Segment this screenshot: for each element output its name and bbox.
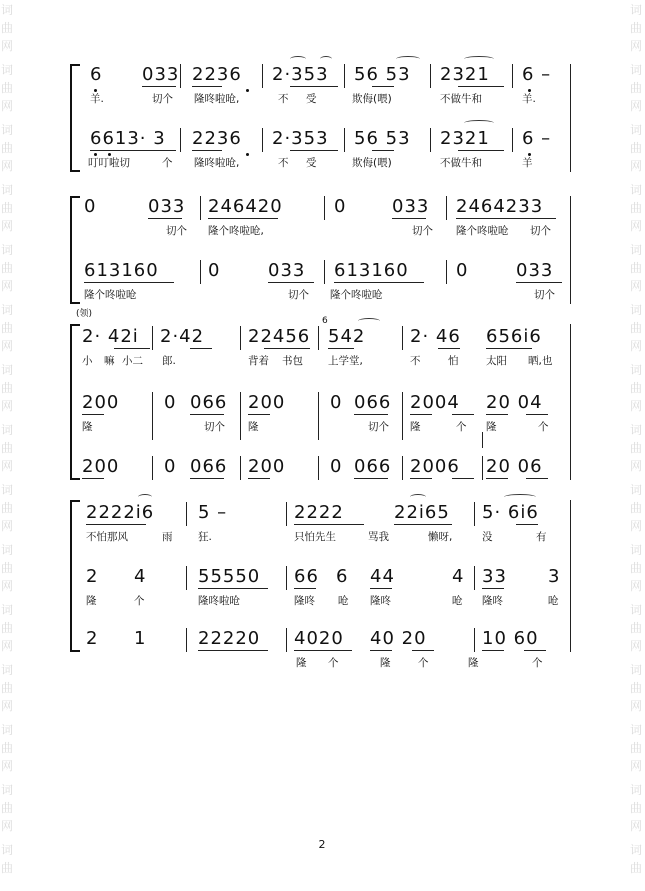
lyric: 隆	[82, 421, 93, 433]
watermark-char: 词	[630, 783, 643, 797]
lyric: 受	[306, 157, 317, 169]
watermark-char: 网	[630, 159, 643, 173]
watermark-char: 词	[1, 123, 14, 137]
watermark-char: 曲	[1, 561, 14, 575]
watermark-char: 词	[1, 243, 14, 257]
watermark-char: 曲	[1, 861, 14, 875]
watermark-char: 曲	[630, 201, 643, 215]
measure: 2236	[192, 64, 242, 85]
measure: 2321	[440, 64, 490, 85]
measure: 10 60	[482, 628, 539, 649]
watermark-char: 词	[630, 183, 643, 197]
measure: 542	[328, 326, 366, 347]
watermark-char: 网	[1, 279, 14, 293]
barline	[186, 502, 187, 526]
watermark-char: 词	[630, 63, 643, 77]
measure: 2· 46	[410, 326, 461, 347]
measure: 3	[548, 566, 561, 587]
measure: 656i6	[486, 326, 542, 347]
watermark-char: 网	[1, 639, 14, 653]
lyric: 不做牛和	[440, 157, 482, 169]
measure: 22i65	[394, 502, 450, 523]
lyric: 隆	[296, 657, 307, 669]
watermark-char: 曲	[630, 321, 643, 335]
watermark-char: 曲	[630, 741, 643, 755]
watermark-char: 曲	[630, 81, 643, 95]
measure: 40 20	[370, 628, 427, 649]
watermark-char: 网	[1, 99, 14, 113]
watermark-char: 词	[1, 183, 14, 197]
lyric: 隆咚	[482, 595, 503, 607]
measure: 033	[268, 260, 306, 281]
underline	[198, 588, 268, 589]
watermark-char: 词	[630, 543, 643, 557]
watermark-char: 网	[630, 699, 643, 713]
lyric: 个	[532, 657, 543, 669]
lyric: 呛	[548, 595, 559, 607]
watermark-char: 曲	[1, 321, 14, 335]
lyric: 隆个咚啦呛	[456, 225, 509, 237]
watermark-char: 曲	[630, 801, 643, 815]
barline	[286, 566, 287, 590]
lyric: 切个	[288, 289, 309, 301]
slur	[410, 494, 426, 500]
lyric: 隆	[486, 421, 497, 433]
watermark-char: 曲	[1, 681, 14, 695]
lyric: 隆咚	[370, 595, 391, 607]
watermark-char: 网	[1, 339, 14, 353]
watermark-char: 网	[630, 639, 643, 653]
lyric: 隆咚啦呛	[198, 595, 240, 607]
lyric: 呛	[338, 595, 349, 607]
watermark-char: 词	[630, 363, 643, 377]
lyric: 隆	[468, 657, 479, 669]
lyric: 隆个咚啦呛	[330, 289, 383, 301]
measure: 20 06	[486, 456, 543, 477]
measure: 56 53	[354, 64, 411, 85]
watermark-char: 曲	[630, 861, 643, 875]
watermark-char: 词	[630, 3, 643, 17]
lyric: 隆咚啦呛,	[194, 93, 240, 105]
watermark-char: 词	[630, 843, 643, 857]
measure: 200	[248, 392, 286, 413]
watermark-char: 词	[630, 663, 643, 677]
lyric: 上学堂,	[328, 355, 363, 367]
watermark-char: 网	[630, 399, 643, 413]
underline	[524, 650, 546, 651]
watermark-char: 曲	[1, 501, 14, 515]
watermark-char: 网	[630, 99, 643, 113]
watermark-char: 曲	[630, 681, 643, 695]
measure: 6	[336, 566, 349, 587]
watermark-char: 网	[1, 39, 14, 53]
watermark-char: 曲	[1, 441, 14, 455]
barline	[474, 628, 475, 652]
lyric: 叮叮啦切	[88, 157, 130, 169]
underline	[198, 650, 268, 651]
measure: 0	[456, 260, 469, 281]
measure: 0	[84, 196, 97, 217]
measure: 033	[516, 260, 554, 281]
measure: 6 –	[522, 64, 552, 85]
watermark-char: 曲	[1, 381, 14, 395]
lyric: 切个	[152, 93, 173, 105]
measure: 0	[330, 456, 343, 477]
watermark-char: 词	[1, 603, 14, 617]
watermark-char: 网	[1, 219, 14, 233]
grace-note: 6	[322, 316, 328, 326]
watermark-char: 词	[630, 123, 643, 137]
lyric: 不	[278, 93, 289, 105]
measure: 5· 6i6	[482, 502, 539, 523]
lyric: 不怕那风	[86, 531, 128, 543]
measure: 0	[334, 196, 347, 217]
lyric: 欺侮(喂)	[352, 157, 392, 169]
lyric: 切个	[166, 225, 187, 237]
watermark-char: 曲	[1, 141, 14, 155]
lyric: 切个	[534, 289, 555, 301]
barline	[286, 502, 287, 526]
underline	[394, 524, 452, 525]
watermark-char: 曲	[1, 741, 14, 755]
lyric: 受	[306, 93, 317, 105]
watermark-char: 网	[1, 699, 14, 713]
lyric: 懒呀,	[428, 531, 453, 543]
measure: 0	[330, 392, 343, 413]
watermark-char: 曲	[1, 621, 14, 635]
lyric: 背着	[248, 355, 269, 367]
underline	[482, 588, 504, 589]
underline	[412, 650, 434, 651]
underline	[294, 588, 316, 589]
measure: 2004	[410, 392, 460, 413]
lyric: 骂我	[368, 531, 389, 543]
lyric: 书包	[282, 355, 303, 367]
measure: 2464233	[456, 196, 544, 217]
measure: 2	[86, 628, 99, 649]
measure: 22220	[198, 628, 261, 649]
lyric: 切个	[412, 225, 433, 237]
watermark-char: 网	[1, 459, 14, 473]
lyric: 呛	[452, 595, 463, 607]
lyric: 羊	[522, 157, 533, 169]
watermark-char: 曲	[1, 801, 14, 815]
measure: 246420	[208, 196, 283, 217]
lyric: 没	[482, 531, 493, 543]
measure: 44	[370, 566, 395, 587]
watermark-char: 曲	[630, 21, 643, 35]
watermark-char: 词	[630, 303, 643, 317]
lyric: 切个	[204, 421, 225, 433]
lyric: 羊.	[522, 93, 536, 105]
watermark-char: 网	[1, 519, 14, 533]
lyric: 切个	[530, 225, 551, 237]
watermark-char: 词	[1, 783, 14, 797]
lyric: 晒,也	[528, 355, 553, 367]
lyric: 切个	[368, 421, 389, 433]
watermark-char: 词	[1, 363, 14, 377]
measure: 2·42	[160, 326, 205, 347]
watermark-char: 曲	[630, 501, 643, 515]
watermark-char: 网	[630, 339, 643, 353]
watermark-char: 词	[1, 3, 14, 17]
lyric: 郎.	[162, 355, 176, 367]
lyric: 个	[134, 595, 145, 607]
measure: 55550	[198, 566, 261, 587]
underline	[294, 524, 364, 525]
measure: 2006	[410, 456, 460, 477]
watermark-char: 曲	[630, 561, 643, 575]
watermark-char: 网	[630, 219, 643, 233]
measure: 0	[164, 392, 177, 413]
measure: 066	[190, 392, 228, 413]
lyric: 隆	[410, 421, 421, 433]
underline	[86, 524, 146, 525]
watermark-char: 词	[630, 483, 643, 497]
lyric: 隆咚	[294, 595, 315, 607]
underline	[370, 588, 392, 589]
measure: 066	[190, 456, 228, 477]
measure: 200	[82, 456, 120, 477]
measure: 0	[164, 456, 177, 477]
watermark-char: 曲	[1, 261, 14, 275]
measure: 033	[392, 196, 430, 217]
watermark-char: 网	[630, 579, 643, 593]
lyric: 不	[410, 355, 421, 367]
underline	[370, 650, 392, 651]
measure: 33	[482, 566, 507, 587]
lyric: 怕	[448, 355, 459, 367]
measure: 2321	[440, 128, 490, 149]
measure: 22456	[248, 326, 311, 347]
measure: 2222i6	[86, 502, 155, 523]
measure: 2·353	[272, 64, 329, 85]
lyric: 只怕先生	[294, 531, 336, 543]
measure: 033	[148, 196, 186, 217]
measure: 613160	[84, 260, 159, 281]
watermark-char: 曲	[1, 21, 14, 35]
measure: 20 04	[486, 392, 543, 413]
measure: 56 53	[354, 128, 411, 149]
watermark-char: 曲	[630, 381, 643, 395]
lyric: 个	[328, 657, 339, 669]
measure: 1	[134, 628, 147, 649]
barline	[286, 628, 287, 652]
watermark-char: 曲	[1, 81, 14, 95]
barline	[474, 502, 475, 526]
page-number: 2	[318, 838, 326, 851]
lyric: 个	[418, 657, 429, 669]
underline	[516, 524, 538, 525]
watermark-char: 词	[1, 723, 14, 737]
lyric: 个	[162, 157, 173, 169]
lyric: 不	[278, 157, 289, 169]
watermark-char: 网	[1, 399, 14, 413]
watermark-char: 词	[1, 843, 14, 857]
measure: 613160	[334, 260, 409, 281]
lyric: 羊.	[90, 93, 104, 105]
measure: 66	[294, 566, 319, 587]
watermark-char: 词	[1, 543, 14, 557]
watermark-char: 词	[1, 663, 14, 677]
lyric: 不做牛和	[440, 93, 482, 105]
watermark-char: 网	[1, 579, 14, 593]
underline	[294, 650, 352, 651]
measure: 0	[208, 260, 221, 281]
watermark-char: 网	[1, 159, 14, 173]
lyric: 欺侮(喂)	[352, 93, 392, 105]
watermark-char: 词	[1, 483, 14, 497]
watermark-char: 网	[630, 279, 643, 293]
watermark-char: 曲	[630, 441, 643, 455]
watermark-char: 词	[1, 423, 14, 437]
slur	[504, 494, 536, 500]
lyric: 雨	[162, 531, 173, 543]
lyric: 太阳	[486, 355, 507, 367]
underline	[482, 650, 504, 651]
measure: 6 –	[522, 128, 552, 149]
watermark-char: 网	[630, 519, 643, 533]
lyric: 狂.	[198, 531, 212, 543]
lyric: 隆	[380, 657, 391, 669]
lyric: 小二	[122, 355, 143, 367]
measure: 2236	[192, 128, 242, 149]
measure: 200	[248, 456, 286, 477]
measure: 6613· 3	[90, 128, 166, 149]
measure: 033	[142, 64, 180, 85]
watermark-char: 网	[1, 759, 14, 773]
watermark-char: 网	[630, 819, 643, 833]
watermark-char: 词	[630, 243, 643, 257]
lyric: 个	[456, 421, 467, 433]
watermark-char: 网	[630, 759, 643, 773]
lyric: 隆个咚啦呛,	[208, 225, 264, 237]
measure: 4	[134, 566, 147, 587]
lyric: 有	[536, 531, 547, 543]
measure: 2·353	[272, 128, 329, 149]
measure: 200	[82, 392, 120, 413]
measure: 2· 42i	[82, 326, 139, 347]
lyric: 隆咚啦呛,	[194, 157, 240, 169]
lyric: 嘛	[104, 355, 115, 367]
watermark-char: 词	[630, 423, 643, 437]
lyric: 个	[538, 421, 549, 433]
measure: 2	[86, 566, 99, 587]
watermark-char: 词	[630, 723, 643, 737]
measure: 5 –	[198, 502, 228, 523]
watermark-char: 词	[1, 63, 14, 77]
measure: 4020	[294, 628, 344, 649]
lyric: 隆	[248, 421, 259, 433]
lyric: 隆个咚啦呛	[84, 289, 137, 301]
measure: 066	[354, 456, 392, 477]
lyric: 隆	[86, 595, 97, 607]
watermark-char: 网	[630, 459, 643, 473]
barline	[186, 566, 187, 590]
measure: 066	[354, 392, 392, 413]
slur	[138, 494, 152, 500]
barline	[474, 566, 475, 590]
watermark-char: 曲	[1, 201, 14, 215]
measure: 6	[90, 64, 103, 85]
watermark-char: 曲	[630, 621, 643, 635]
lead-marking: (领)	[76, 309, 93, 319]
measure: 2222	[294, 502, 344, 523]
lyric: 小	[82, 355, 93, 367]
watermark-char: 曲	[630, 141, 643, 155]
watermark-char: 词	[630, 603, 643, 617]
measure: 4	[452, 566, 465, 587]
watermark-char: 网	[630, 39, 643, 53]
watermark-char: 词	[1, 303, 14, 317]
watermark-char: 曲	[630, 261, 643, 275]
barline	[186, 628, 187, 652]
watermark-char: 网	[1, 819, 14, 833]
